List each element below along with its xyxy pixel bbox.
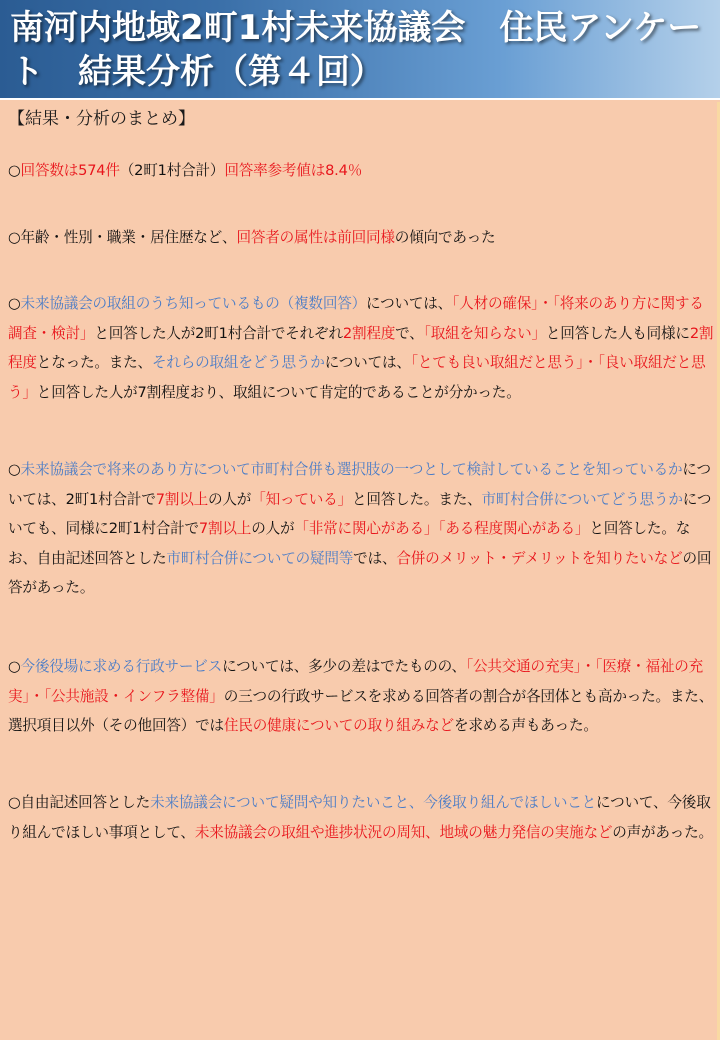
text-run: の傾向であった [394, 229, 496, 246]
highlight-red: 「公共交通の充実」・「医療・福祉の充実」・「公共施設・インフラ整備」 [8, 658, 704, 705]
paragraph-response-count [8, 156, 714, 186]
text-run: の人が [251, 520, 295, 537]
paragraph-administrative-services [8, 652, 714, 741]
text-run: と回答した。なお、自由記述回答とした [8, 520, 691, 567]
text-run: については、 [366, 295, 453, 312]
text-run: では、 [353, 549, 397, 567]
paragraph-free-comments [8, 788, 714, 847]
highlight-red: 回答率参考値は8.4％ [224, 162, 363, 179]
text-run: については、多少の差はでたものの、 [222, 658, 466, 675]
highlight-blue: 市町村合併についてどう思うか [481, 490, 683, 508]
highlight-red: 7割以上 [198, 520, 252, 537]
highlight-red: 「知っている」 [251, 490, 352, 508]
highlight-red: 住民の健康についての取り組みなど [223, 717, 454, 734]
highlight-red: 2割程度 [342, 324, 396, 342]
text-run: となった。また、 [36, 354, 152, 371]
highlight-blue: 未来協議会について疑問や知りたいこと、今後取り組んでほしいこと [150, 794, 597, 811]
text-run: について、今後取り組んでほしい事項として、 [8, 794, 711, 841]
text-run: の三つの行政サービスを求める回答者の割合が各団体とも高かった。また、選択項目以外（その他回答）では [8, 687, 714, 734]
text-run: ○年齢・性別・職業・居住歴など、 [8, 229, 237, 246]
text-run: ○ [8, 162, 21, 179]
text-run: ○ [8, 295, 21, 312]
text-run: の回答があった。 [8, 549, 712, 596]
paragraph-known-initiatives [8, 289, 714, 407]
text-run: （2町1村合計） [119, 162, 225, 179]
highlight-red: 回答者の属性は前回同様 [236, 229, 395, 246]
text-run: と回答した人も同様に [545, 324, 690, 342]
highlight-blue: 市町村合併についての疑問等 [166, 549, 354, 567]
section-heading: 【結果・分析のまとめ】 [8, 109, 195, 129]
paragraph-respondent-attributes [8, 223, 714, 253]
text-run: については、 [324, 354, 411, 371]
summary-panel [0, 102, 720, 1040]
highlight-blue: 今後役場に求める行政サービス [20, 658, 223, 675]
text-run: ○ [8, 461, 21, 478]
highlight-red: 「取組を知らない」 [423, 324, 546, 342]
text-run: と回答した人が7割程度おり、取組について肯定的であることが分かった。 [36, 383, 521, 401]
text-run: ○自由記述回答とした [8, 794, 151, 811]
text-run: についても、同様に2町1村合計で [8, 490, 712, 537]
highlight-red: 「非常に関心がある」「ある程度関心がある」 [294, 520, 590, 537]
paragraph-merger-awareness [8, 455, 714, 603]
text-run: と回答した人が2町1村合計でそれぞれ [94, 324, 343, 342]
text-run: ○ [8, 658, 21, 675]
highlight-red: 未来協議会の取組や進捗状況の周知、地域の魅力発信の実施など [194, 823, 613, 841]
highlight-red: 「とても良い取組だと思う」・「良い取組だと思う」 [8, 354, 706, 401]
highlight-blue: 未来協議会の取組のうち知っているもの（複数回答） [20, 295, 366, 312]
text-run: の人が [208, 490, 252, 508]
highlight-blue: 未来協議会で将来のあり方について市町村合併も選択肢の一つとして検討していることを知っているか [20, 461, 683, 478]
page-title: 南河内地域2町1村未来協議会 住民アンケート 結果分析（第４回） [10, 8, 702, 92]
header-banner [0, 0, 720, 100]
highlight-red: 合併のメリット・デメリットを知りたいなど [396, 549, 683, 567]
highlight-red: 「人材の確保」・「将来のあり方に関する調査・検討」 [8, 295, 704, 342]
highlight-red: 7割以上 [155, 490, 208, 508]
highlight-red: 回答数は574件 [20, 162, 120, 179]
text-run: で、 [395, 324, 424, 342]
text-run: と回答した。また、 [351, 490, 482, 508]
highlight-red: 2割程度 [8, 324, 714, 371]
highlight-blue: それらの取組をどう思うか [151, 354, 325, 371]
text-run: については、2町1村合計で [8, 461, 711, 508]
text-run: の声があった。 [612, 823, 713, 841]
text-run: を求める声もあった。 [453, 717, 598, 734]
